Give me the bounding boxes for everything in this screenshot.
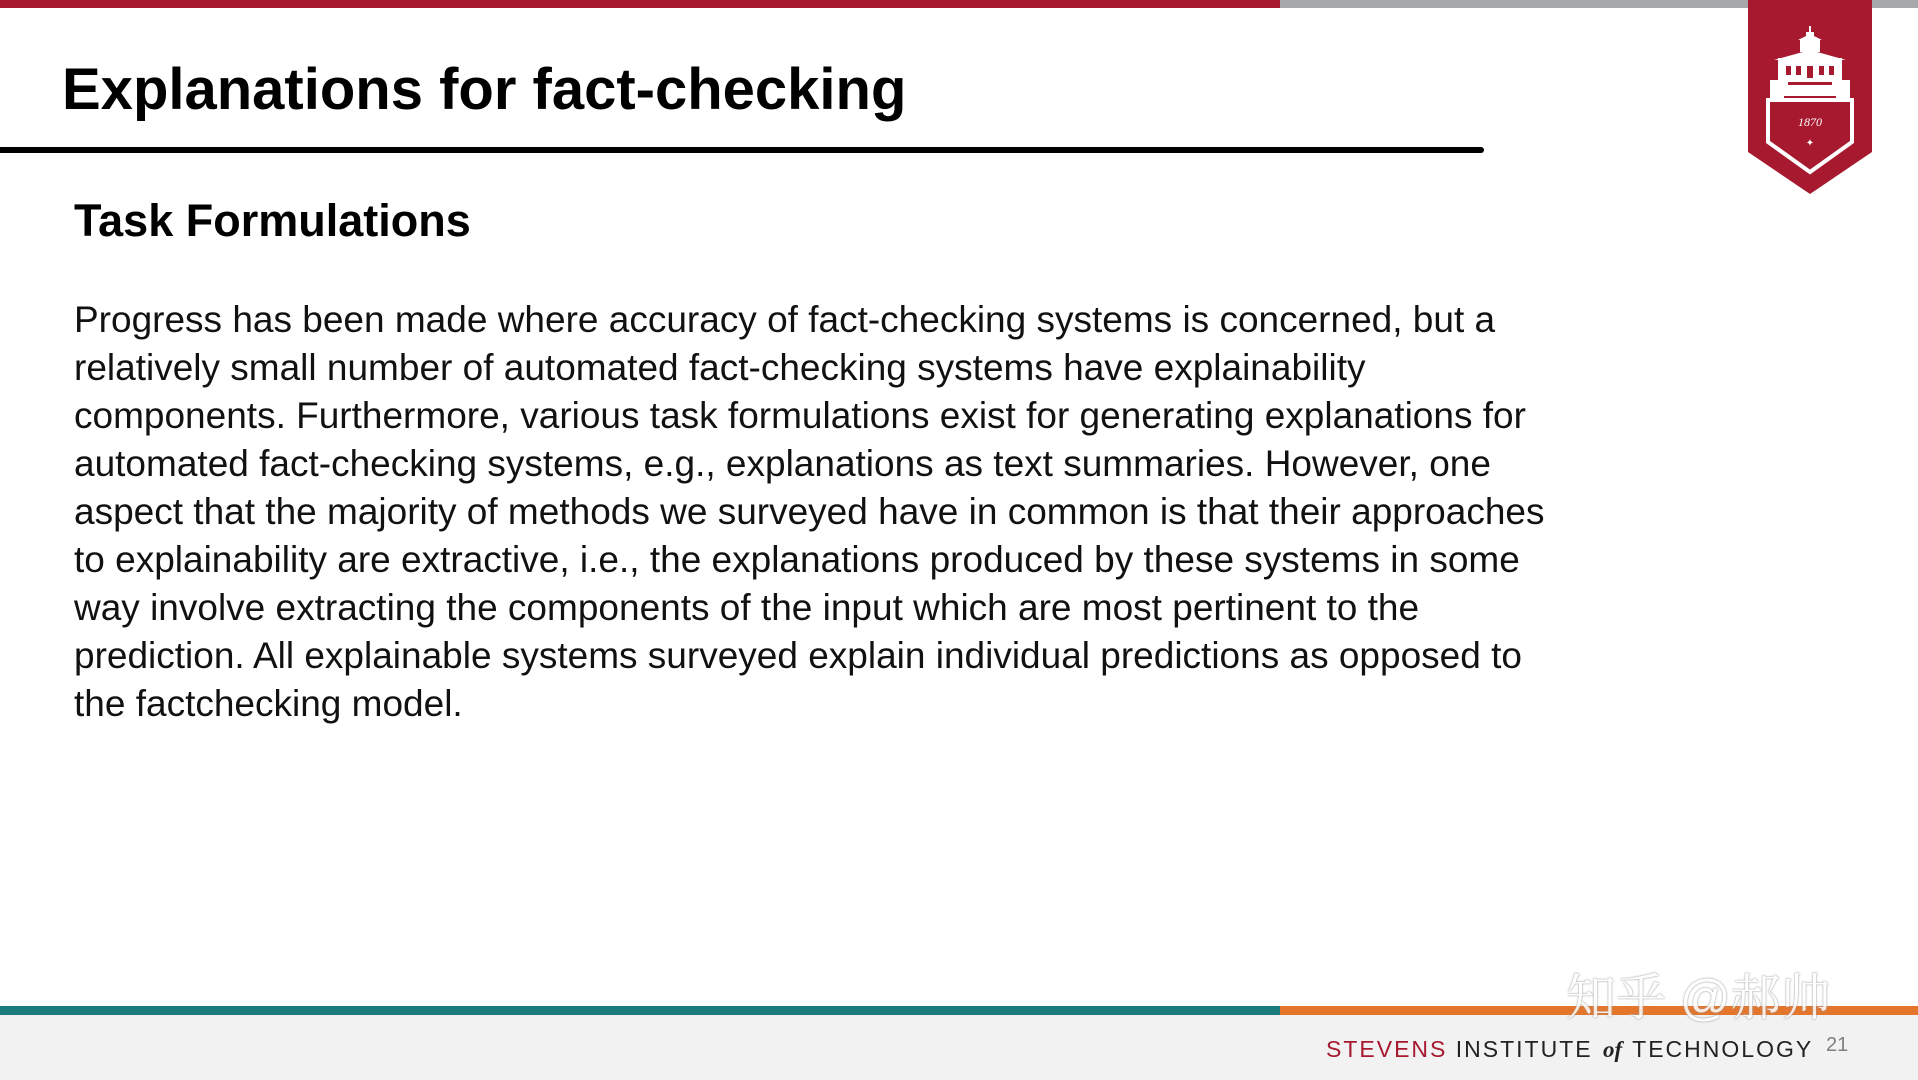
institute-name-institute: INSTITUTE [1455, 1036, 1593, 1062]
watermark: 知乎 @郝帅 [1566, 970, 1831, 1026]
body-line: automated fact-checking systems, e.g., explanations as text summaries. However, one [74, 443, 1491, 484]
body-line: aspect that the majority of methods we surveyed have in common is that their approaches [74, 491, 1545, 532]
institute-name-of: of [1603, 1037, 1623, 1062]
body-line: Progress has been made where accuracy of fact-checking systems is concerned, but a [74, 299, 1496, 340]
institute-name-stevens: STEVENS [1326, 1036, 1448, 1062]
institute-name-technology: TECHNOLOGY [1632, 1036, 1814, 1062]
body-line: prediction. All explainable systems surveyed explain individual predictions as opposed to [74, 635, 1522, 676]
footer-accent-bar-teal [0, 1006, 1280, 1015]
body-line: to explainability are extractive, i.e., the explanations produced by these systems in some [74, 539, 1520, 580]
stevens-shield-logo-icon [1748, 0, 1872, 194]
body-paragraph [74, 296, 1714, 728]
institute-name [1326, 1034, 1813, 1065]
title-underline-divider [0, 147, 1484, 153]
svg-text:1870: 1870 [1798, 115, 1822, 129]
page-number: 21 [1826, 1034, 1849, 1056]
svg-text:✦: ✦ [1805, 138, 1815, 149]
body-line: way involve extracting the components of the input which are most pertinent to the [74, 587, 1420, 628]
body-line: the factchecking model. [74, 683, 463, 724]
body-line: components. Furthermore, various task formulations exist for generating explanations for [74, 395, 1526, 436]
section-heading: Task Formulations [74, 195, 471, 246]
body-line: relatively small number of automated fact-checking systems have explainability [74, 347, 1366, 388]
slide-title: Explanations for fact-checking [62, 57, 907, 122]
top-accent-bar-red [0, 0, 1280, 8]
